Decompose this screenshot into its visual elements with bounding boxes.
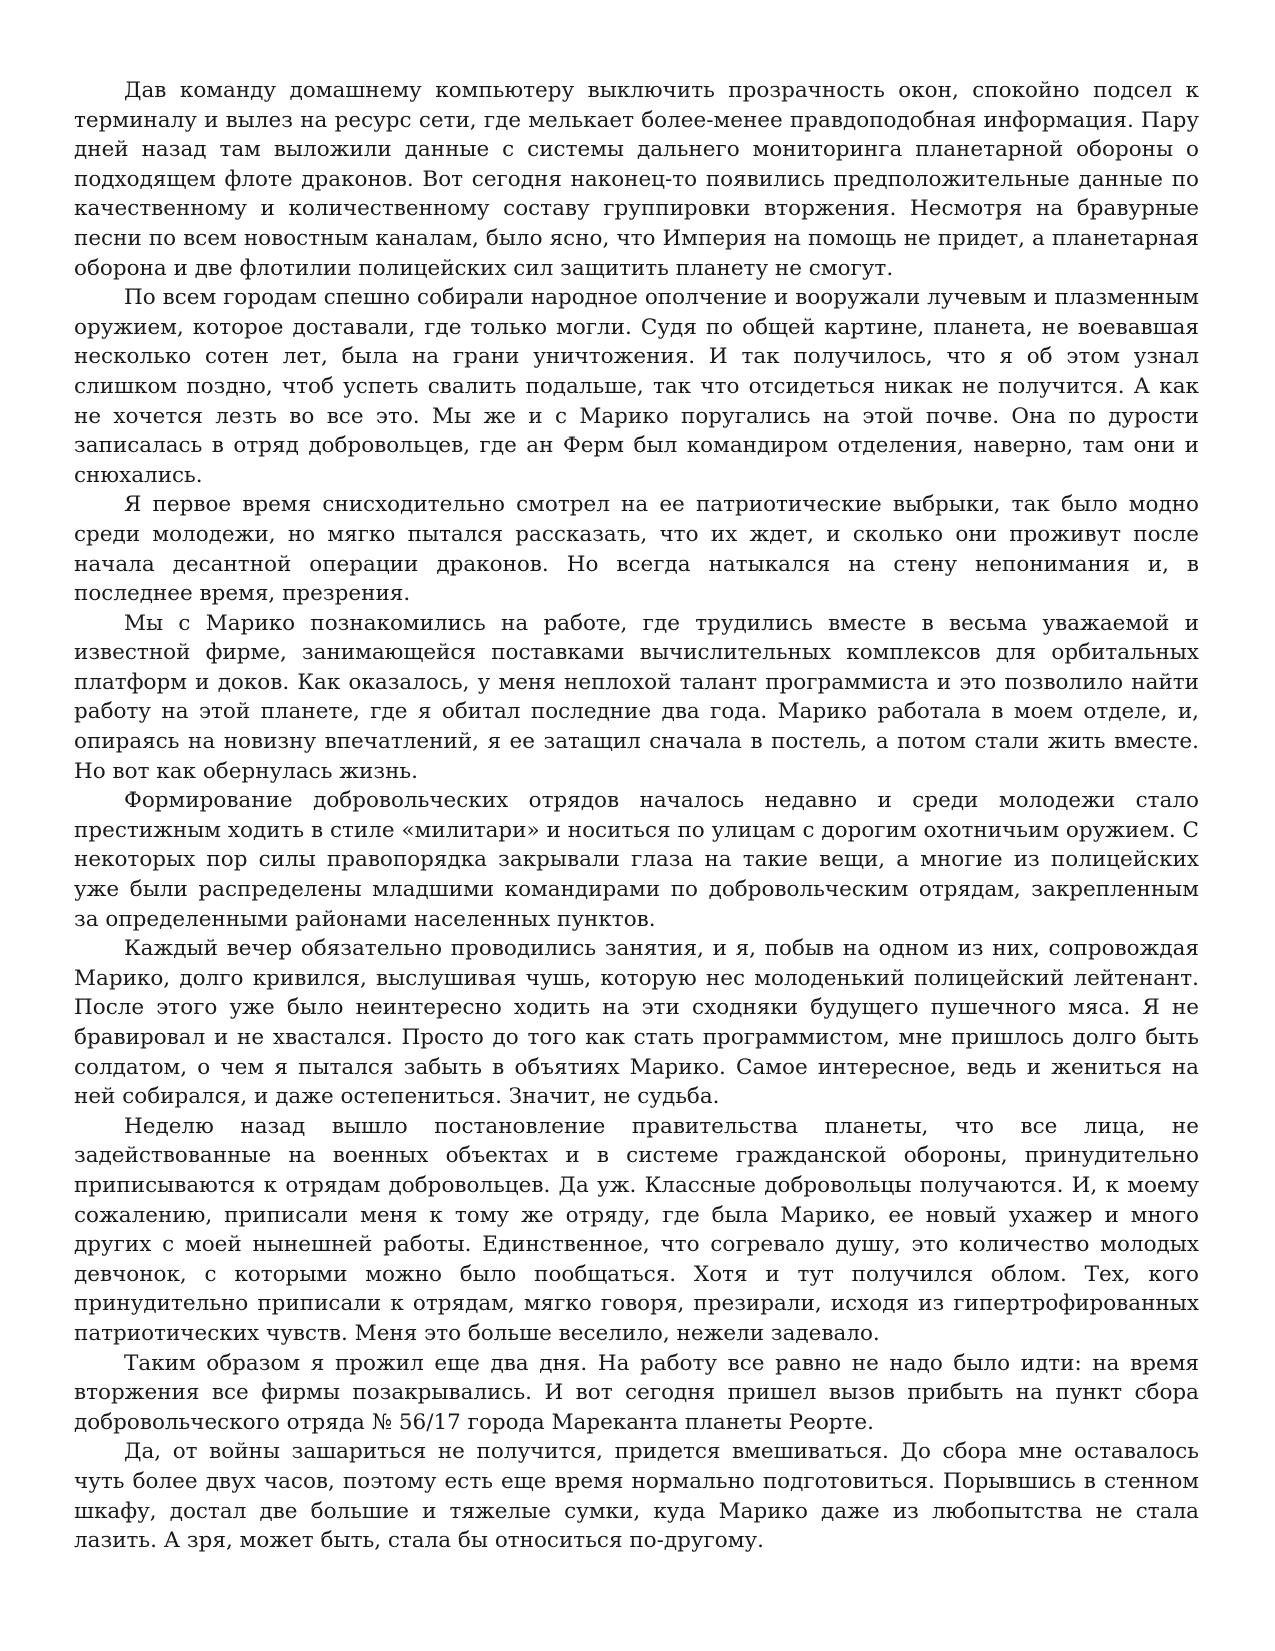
paragraph-1: Дав команду домашнему компьютеру выключить прозрачность окон, спокойно подсел к терминалу и вылез на ресурс сети, где мелькает более-менее правдоподобная информация. Пару дней назад там выложили данные с системы дальнего мониторинга планетарной обороны о подходящем флоте драконов. Вот сегодня наконец-то появились предположительные данные по качественному и количественному составу группировки вторжения. Несмотря на бравурные песни по всем новостным каналам, было ясно, что Империя на помощь не придет, а планетарная оборона и две флотилии полицейских сил защитить планету не смогут. <box>74 78 1199 281</box>
paragraph-2: По всем городам спешно собирали народное ополчение и вооружали лучевым и плазменным оружием, которое доставали, где только могли. Судя по общей картине, планета, не воевавшая несколько сотен лет, была на грани уничтожения. И так получилось, что я об этом узнал слишком поздно, чтоб успеть свалить подальше, так что отсидеться никак не получится. А как не хочется лезть во все это. Мы же и с Марико поругались на этой почве. Она по дурости записалась в отряд добровольцев, где ан Ферм был командиром отделения, наверно, там они и снюхались. <box>74 285 1199 488</box>
paragraph-6: Каждый вечер обязательно проводились занятия, и я, побыв на одном из них, сопровождая Марико, долго кривился, выслушивая чушь, которую нес молоденький полицейский лейтенант. После этого уже было неинтересно ходить на эти сходняки будущего пушечного мяса. Я не бравировал и не хвастался. Просто до того как стать программистом, мне пришлось долго быть солдатом, о чем я пытался забыть в объятиях Марико. Самое интересное, ведь и жениться на ней собирался, и даже остепениться. Значит, не судьба. <box>74 936 1199 1110</box>
document-page <box>74 76 1199 1556</box>
paragraph-7: Неделю назад вышло постановление правительства планеты, что все лица, не задействованные на военных объектах и в системе гражданской обороны, принудительно приписываются к отрядам добровольцев. Да уж. Классные добровольцы получаются. И, к моему сожалению, приписали меня к тому же отряду, где была Марико, ее новый ухажер и много других с моей нынешней работы. Единственное, что согревало душу, это количество молодых девчонок, с которыми можно было пообщаться. Хотя и тут получился облом. Тех, кого принудительно приписали к отрядам, мягко говоря, презирали, исходя из гипертрофированных патриотических чувств. Меня это больше веселило, нежели задевало. <box>74 1113 1199 1346</box>
paragraph-4: Мы с Марико познакомились на работе, где трудились вместе в весьма уважаемой и известной фирме, занимающейся поставками вычислительных комплексов для орбитальных платформ и доков. Как оказалось, у меня неплохой талант программиста и это позволило найти работу на этой планете, где я обитал последние два года. Марико работала в моем отделе, и, опираясь на новизну впечатлений, я ее затащил сначала в постель, а потом стали жить вместе. Но вот как обернулась жизнь. <box>74 610 1199 784</box>
paragraph-9: Да, от войны зашариться не получится, придется вмешиваться. До сбора мне оставалось чуть более двух часов, поэтому есть еще время нормально подготовиться. Порывшись в стенном шкафу, достал две большие и тяжелые сумки, куда Марико даже из любопытства не стала лазить. А зря, может быть, стала бы относиться по-другому. <box>74 1439 1199 1554</box>
paragraph-3: Я первое время снисходительно смотрел на ее патриотические выбрыки, так было модно среди молодежи, но мягко пытался рассказать, что их ждет, и сколько они проживут после начала десантной операции драконов. Но всегда натыкался на стену непонимания и, в последнее время, презрения. <box>74 492 1199 607</box>
paragraph-5: Формирование добровольческих отрядов началось недавно и среди молодежи стало престижным ходить в стиле «милитари» и носиться по улицам с дорогим охотничьим оружием. С некоторых пор силы правопорядка закрывали глаза на такие вещи, а многие из полицейских уже были распределены младшими командирами по добровольческим отрядам, закрепленным за определенными районами населенных пунктов. <box>74 788 1199 932</box>
paragraph-8: Таким образом я прожил еще два дня. На работу все равно не надо было идти: на время вторжения все фирмы позакрывались. И вот сегодня пришел вызов прибыть на пункт сбора добровольческого отряда № 56/17 города Мареканта планеты Реорте. <box>74 1350 1199 1435</box>
